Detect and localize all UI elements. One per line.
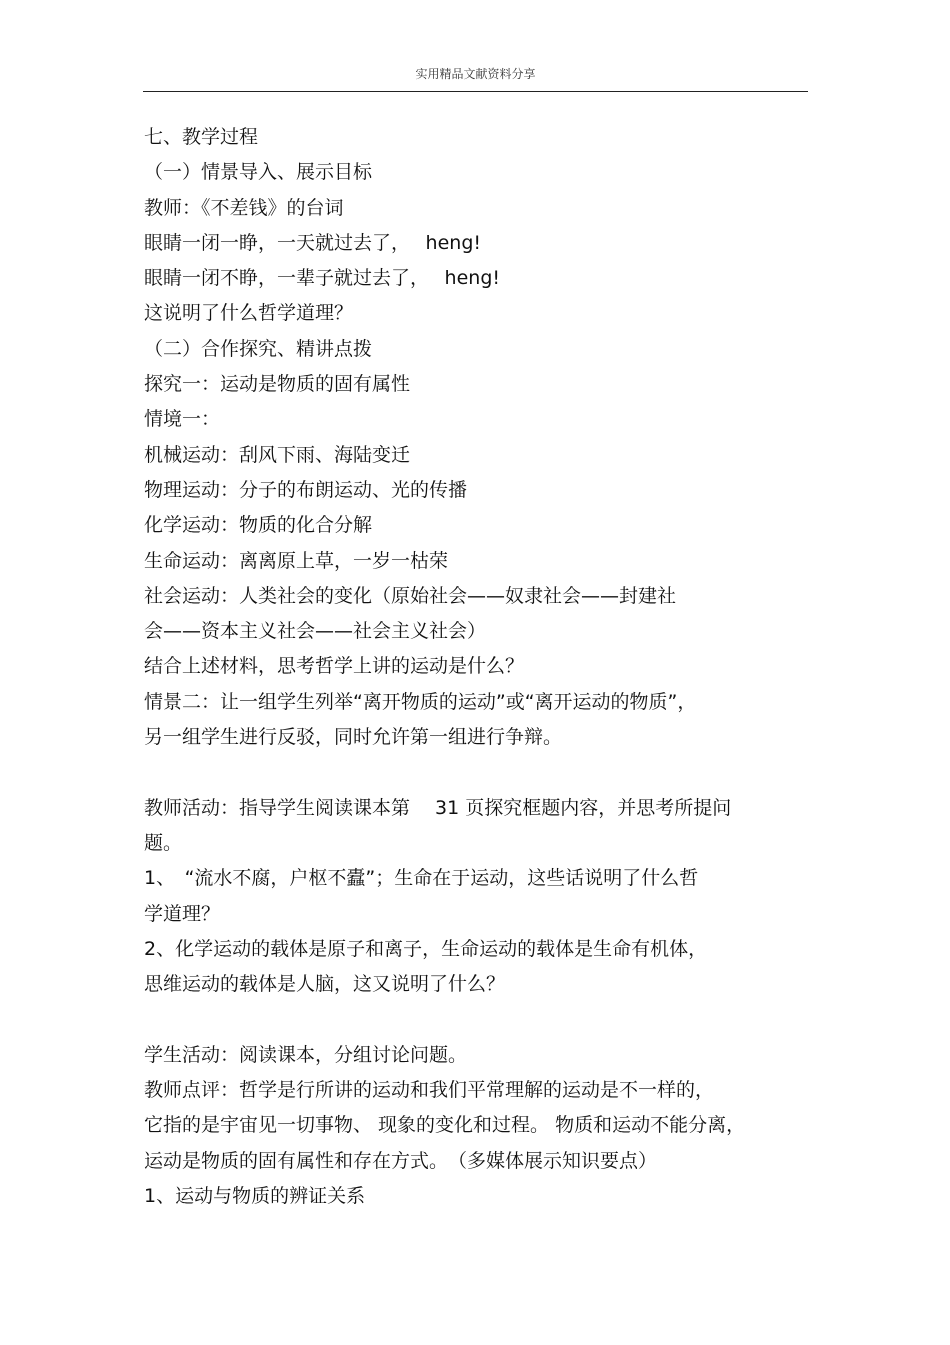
blank-line	[144, 1002, 804, 1037]
paragraph-line: 它指的是宇宙见一切事物、 现象的变化和过程。 物质和运动不能分离，	[144, 1114, 746, 1137]
paragraph-line: 生命运动：离离原上草，一岁一枯荣	[144, 549, 449, 572]
paragraph-line: 物理运动：分子的布朗运动、光的传播	[144, 478, 468, 501]
document-body	[144, 120, 804, 1214]
header-divider	[143, 91, 808, 92]
paragraph-line: 眼睛一闭一睁，一天就过去了， heng!	[144, 231, 481, 254]
paragraph-line: 眼睛一闭不睁，一辈子就过去了， heng!	[144, 267, 500, 290]
paragraph-line: 运动是物质的固有属性和存在方式。 （多媒体展示知识要点）	[144, 1149, 658, 1172]
paragraph-line: 1、运动与物质的辨证关系	[144, 1184, 366, 1207]
subsection-heading: （二）合作探究、精讲点拨	[144, 337, 373, 360]
paragraph-line: 教师活动：指导学生阅读课本第 31 页探究框题内容，并思考所提问	[144, 796, 732, 819]
paragraph-line: 另一组学生进行反驳，同时允许第一组进行争辩。	[144, 726, 563, 749]
paragraph-line: 结合上述材料，思考哲学上讲的运动是什么？	[144, 655, 525, 678]
paragraph-line: 学道理？	[144, 902, 221, 925]
paragraph-line: 社会运动：人类社会的变化（原始社会——奴隶社会——封建社	[144, 584, 677, 607]
paragraph-line: 1、 “流水不腐，户枢不蠹”；生命在于运动，这些话说明了什么哲	[144, 867, 699, 890]
section-heading: 七、教学过程	[144, 126, 259, 148]
paragraph-line: 教师点评：哲学是行所讲的运动和我们平常理解的运动是不一样的，	[144, 1079, 715, 1102]
subsection-heading: （一）情景导入、展示目标	[144, 161, 373, 184]
paragraph-line: 会——资本主义社会——社会主义社会）	[144, 620, 487, 643]
paragraph-line: 思维运动的载体是人脑，这又说明了什么？	[144, 973, 506, 996]
paragraph-line: 这说明了什么哲学道理？	[144, 302, 354, 325]
paragraph-line: 探究一：运动是物质的固有属性	[144, 373, 411, 396]
paragraph-line: 2、化学运动的载体是原子和离子，生命运动的载体是生命有机体，	[144, 937, 708, 960]
paragraph-line: 情景二：让一组学生列举“离开物质的运动”或“离开运动的物质”，	[144, 690, 697, 713]
paragraph-line: 机械运动：刮风下雨、海陆变迁	[144, 443, 411, 466]
page-header: 实用精品文献资料分享	[415, 67, 536, 81]
paragraph-line: 化学运动：物质的化合分解	[144, 514, 373, 537]
paragraph-line: 学生活动：阅读课本，分组讨论问题。	[144, 1043, 468, 1066]
blank-line	[144, 755, 804, 790]
paragraph-line: 教师：《不差钱》的台词	[144, 196, 344, 219]
paragraph-line: 情境一：	[144, 408, 221, 431]
paragraph-line: 题。	[144, 831, 183, 854]
